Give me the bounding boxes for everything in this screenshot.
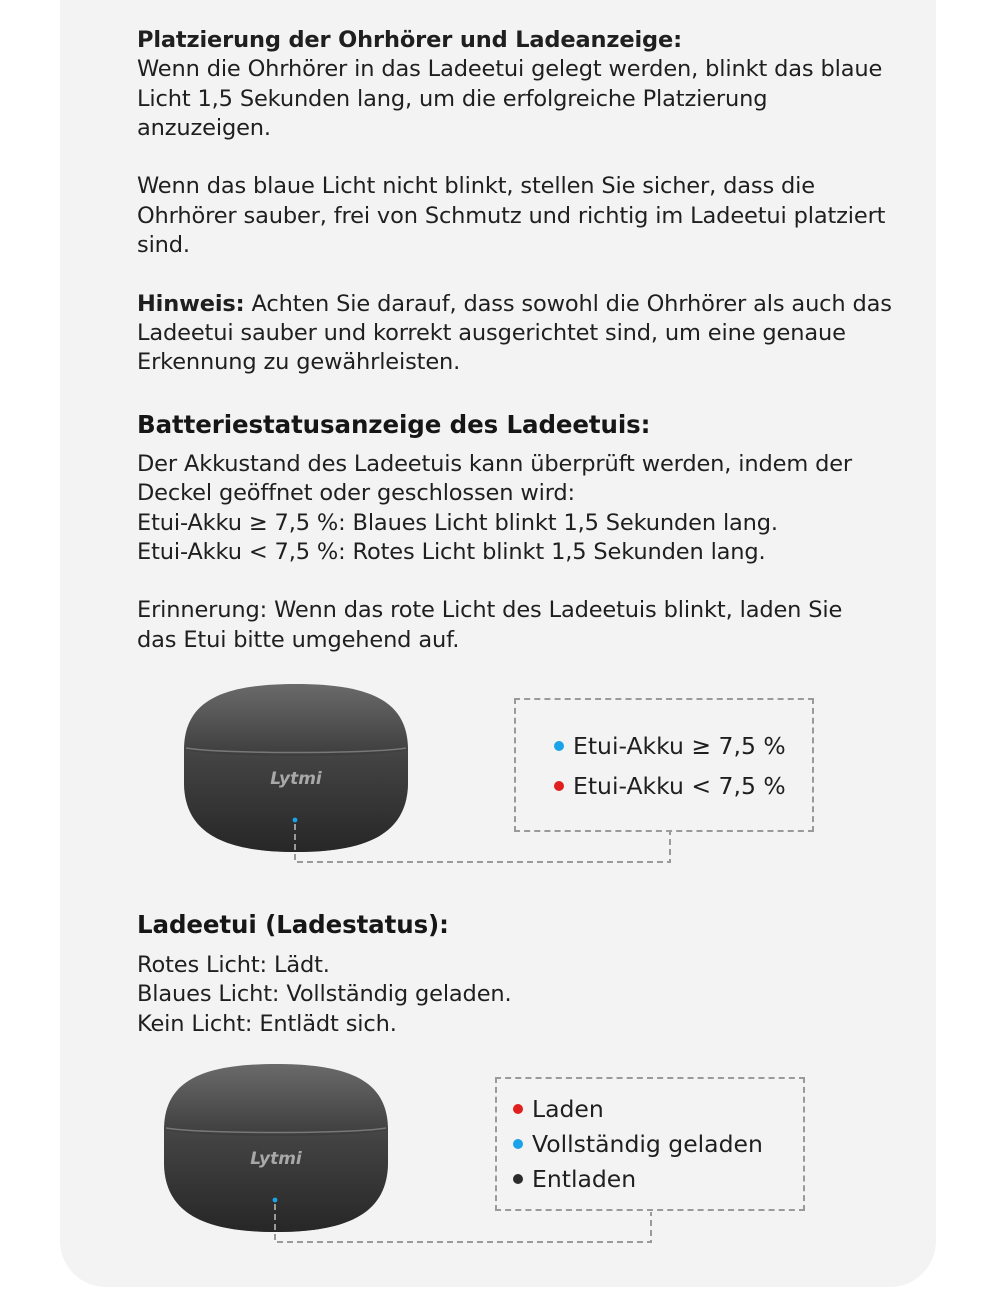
charging-section — [137, 951, 877, 1039]
legend-label: Entladen — [532, 1165, 637, 1193]
placement-paragraph-1: Wenn die Ohrhörer in das Ladeetui gelegt werden, blinkt das blaue Licht 1,5 Sekunden lang, um die erfolgreiche Platzierung anzuzeigen. — [137, 56, 883, 141]
placement-paragraph-2: Wenn das blaue Licht nicht blinkt, stellen Sie sicher, dass die Ohrhörer sauber, frei von Schmutz und richtig im Ladeetui platziert sind. — [137, 173, 886, 259]
spacer — [137, 260, 897, 289]
legend-label: Etui-Akku ≥ 7,5 % — [573, 732, 786, 760]
legend-label: Etui-Akku < 7,5 % — [573, 772, 786, 800]
brand-logo: Lytmi — [270, 769, 322, 789]
legend-label: Laden — [532, 1095, 604, 1123]
spacer — [137, 143, 897, 172]
legend-item — [554, 772, 786, 800]
brand-logo: Lytmi — [250, 1149, 302, 1169]
battery-line-2: Etui-Akku ≥ 7,5 %: Blaues Licht blinkt 1,5 Sekunden lang. — [137, 509, 778, 536]
battery-line-1: Der Akkustand des Ladeetuis kann überprüft werden, indem der Deckel geöffnet oder geschlossen wird: — [137, 451, 853, 507]
charging-line-2: Blaues Licht: Vollständig geladen. — [137, 981, 512, 1008]
legend-label: Vollständig geladen — [532, 1130, 763, 1158]
battery-reminder: Erinnerung: Wenn das rote Licht des Ladeetuis blinkt, laden Sie das Etui bitte umgehend auf. — [137, 597, 843, 653]
battery-section — [137, 450, 877, 655]
charging-title: Ladeetui (Ladestatus): — [137, 910, 449, 939]
charging-legend — [495, 1077, 805, 1211]
red-dot-icon — [554, 781, 564, 791]
battery-legend — [514, 698, 814, 832]
note-label: Hinweis: — [137, 290, 245, 317]
placement-section — [137, 26, 897, 378]
battery-line-3: Etui-Akku < 7,5 %: Rotes Licht blinkt 1,5 Sekunden lang. — [137, 538, 766, 565]
blue-dot-icon — [554, 741, 564, 751]
red-dot-icon — [513, 1104, 523, 1114]
legend-item — [513, 1130, 763, 1158]
legend-item — [554, 732, 786, 760]
legend-item — [513, 1165, 636, 1193]
battery-title: Batteriestatusanzeige des Ladeetuis: — [137, 410, 651, 439]
note-text: Achten Sie darauf, dass sowohl die Ohrhörer als auch das Ladeetui sauber und korrekt ausgerichtet sind, um eine genaue Erkennung zu gewährleisten. — [137, 290, 892, 376]
blue-dot-icon — [513, 1139, 523, 1149]
charging-line-3: Kein Licht: Entlädt sich. — [137, 1010, 397, 1037]
placement-note — [137, 290, 897, 378]
charging-line-1: Rotes Licht: Lädt. — [137, 952, 330, 978]
black-dot-icon — [513, 1174, 523, 1184]
spacer — [137, 567, 877, 596]
placement-title: Platzierung der Ohrhörer und Ladeanzeige: — [137, 27, 682, 53]
legend-item — [513, 1095, 604, 1123]
